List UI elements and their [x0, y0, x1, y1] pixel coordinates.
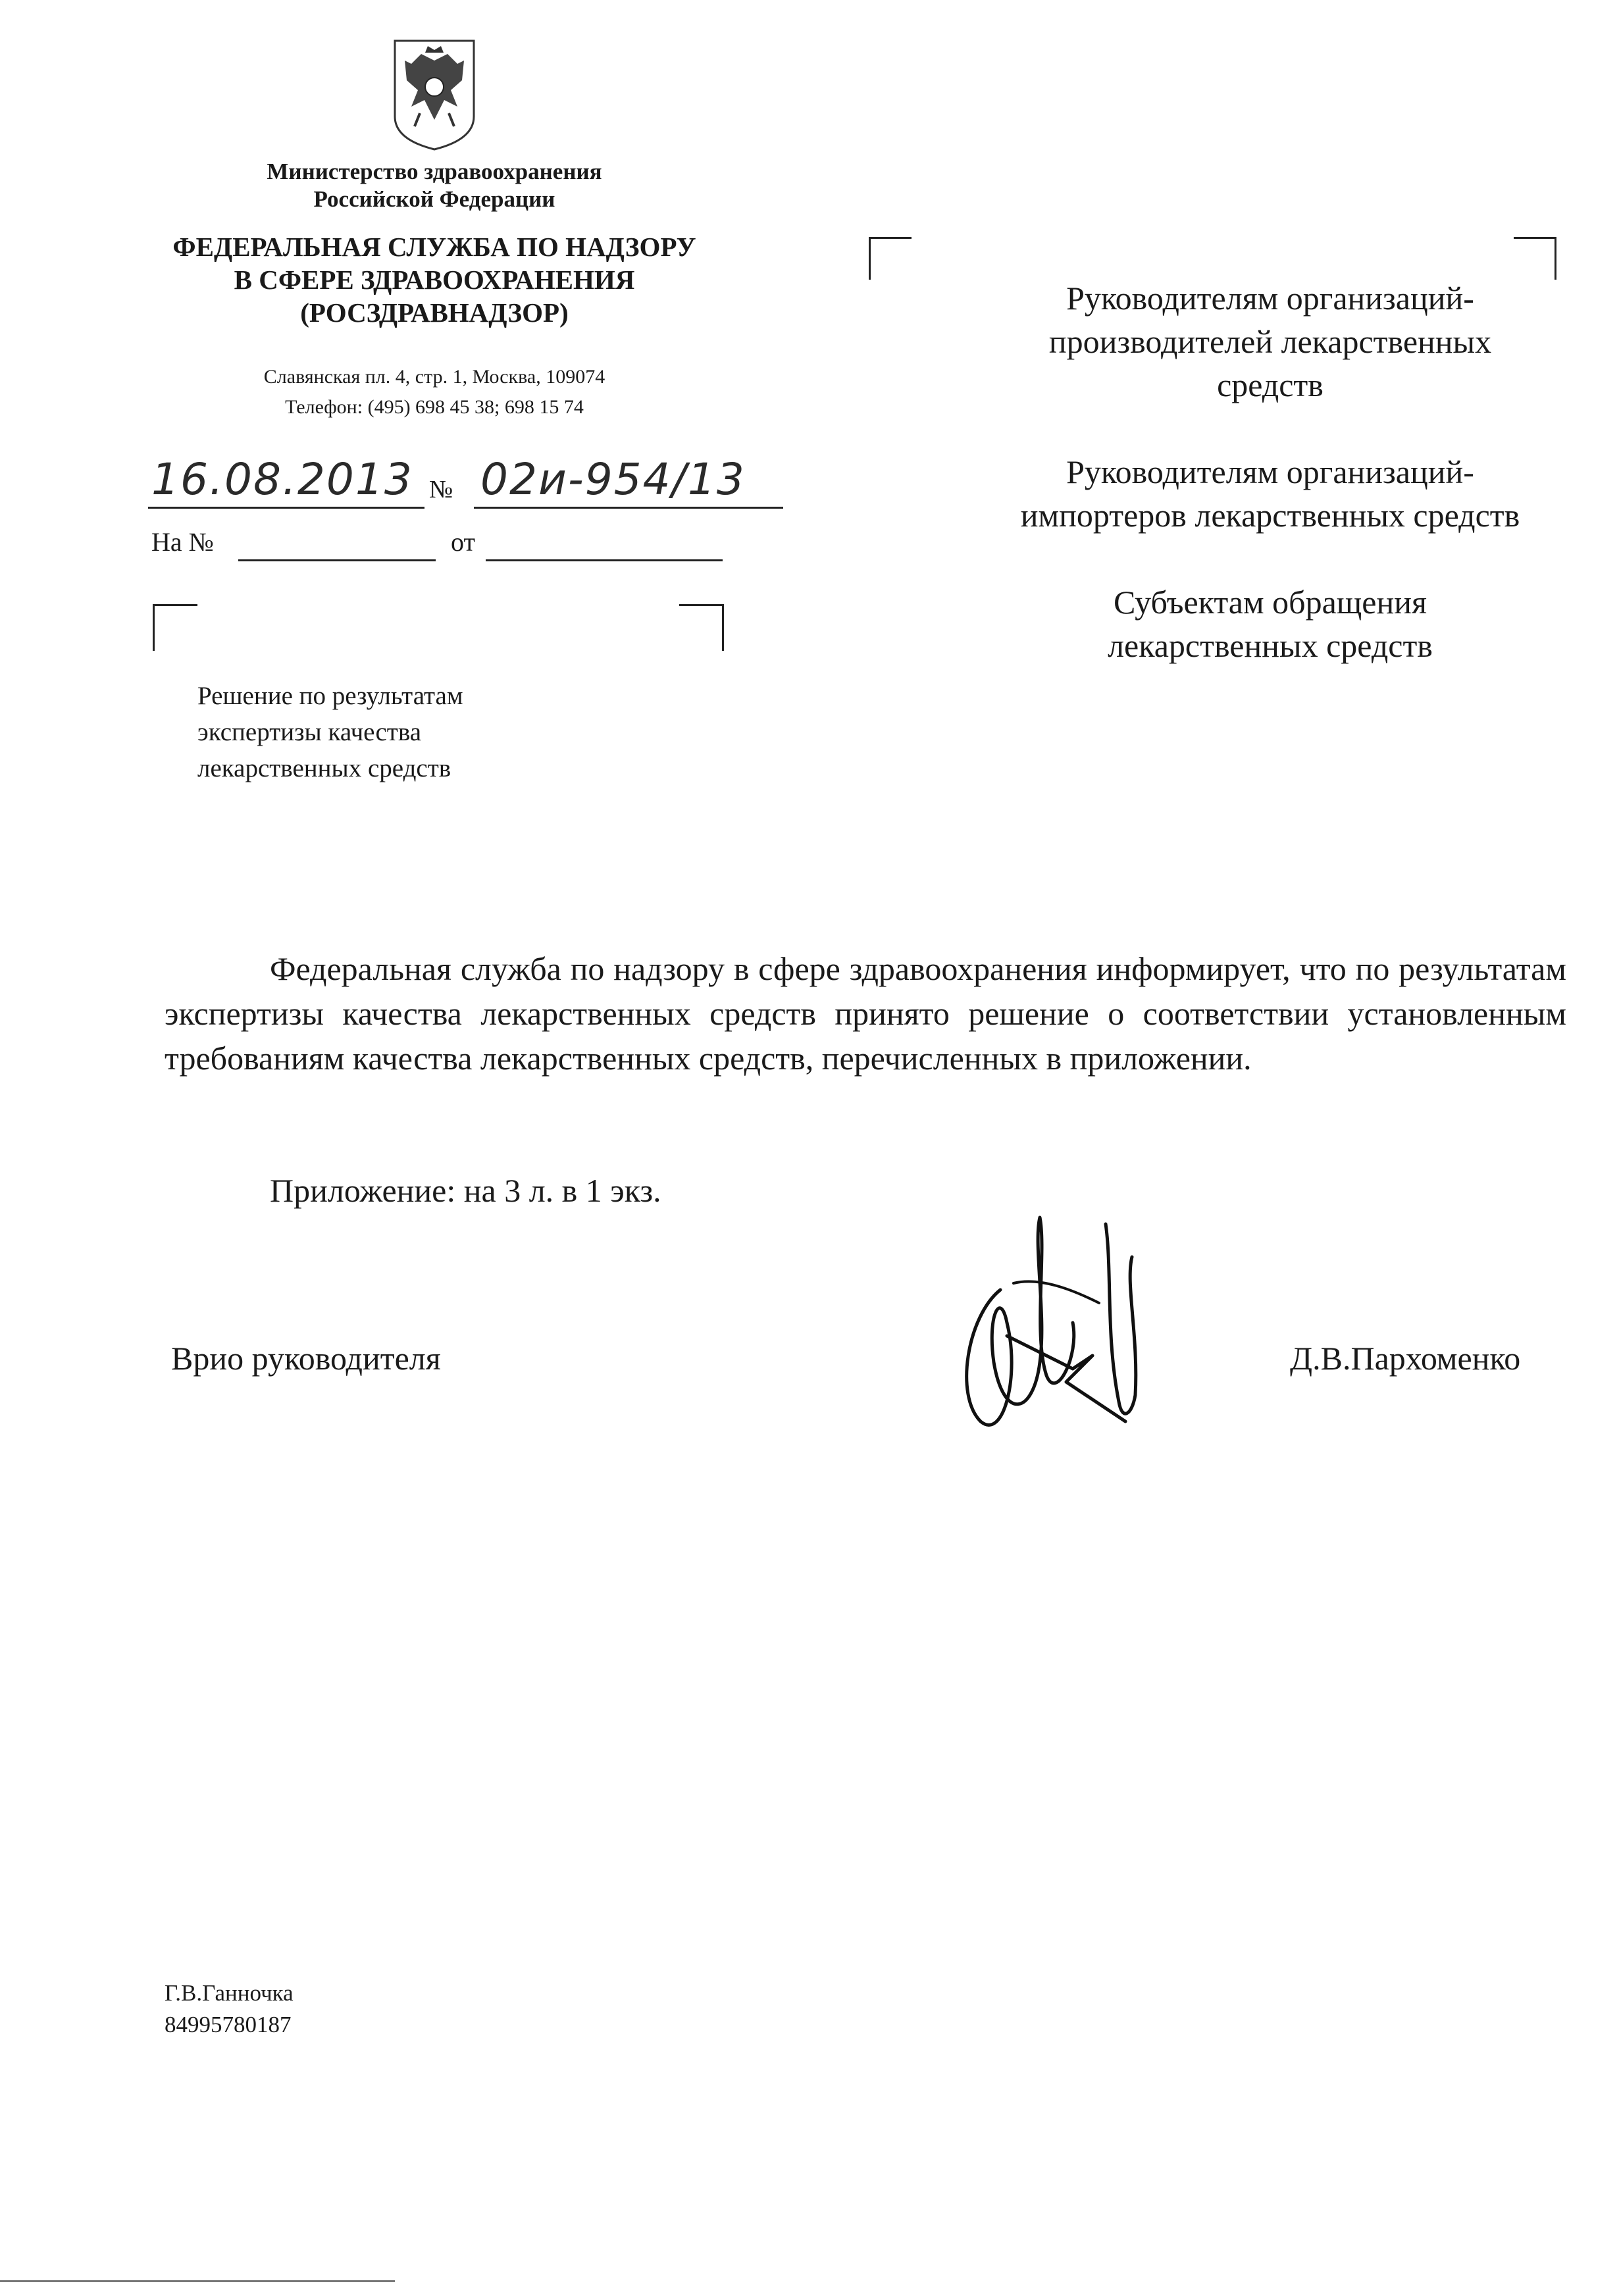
addressee-1-line-1: Руководителям организаций- [1066, 280, 1474, 317]
addressee-bracket-left [869, 237, 912, 280]
date-underline [148, 507, 424, 509]
ministry-line-1: Министерство здравоохранения [267, 159, 602, 184]
body-paragraph: Федеральная служба по надзору в сфере здравоохранения информирует, что по результатам экспертизы качества лекарственных средств принято решение о соответствии установленным требованиям качества лекарственных средств, перечисленных в приложении. [165, 950, 1566, 1077]
page-bottom-line [0, 2280, 395, 2282]
ministry-name [165, 158, 704, 213]
letter-subject [197, 678, 592, 786]
service-line-2: В СФЕРЕ ЗДРАВООХРАНЕНИЯ [234, 265, 635, 295]
addressee-2-line-2: импортеров лекарственных средств [1020, 497, 1520, 534]
address-line: Славянская пл. 4, стр. 1, Москва, 109074 [263, 366, 605, 388]
subject-line-3: лекарственных средств [197, 754, 451, 782]
reference-date-line [486, 559, 723, 561]
reference-label: На № [151, 527, 214, 557]
executor-name: Г.В.Ганночка [165, 1980, 294, 2006]
addressee-block [948, 276, 1593, 667]
number-label: № [429, 476, 453, 503]
executor-phone: 84995780187 [165, 2012, 292, 2037]
reference-number-line [238, 559, 436, 561]
subject-bracket-right [679, 604, 724, 651]
subject-line-2: экспертизы качества [197, 718, 422, 746]
sender-address [165, 362, 704, 422]
signer-position: Врио руководителя [171, 1340, 441, 1377]
service-line-1: ФЕДЕРАЛЬНАЯ СЛУЖБА ПО НАДЗОРУ [172, 232, 696, 262]
addressee-1-line-3: средств [1217, 367, 1323, 403]
handwritten-signature [941, 1204, 1152, 1461]
executor-block [165, 1977, 294, 2041]
addressee-3-line-1: Субъектам обращения [1114, 584, 1427, 621]
addressee-1-line-2: производителей лекарственных [1048, 323, 1492, 360]
addressee-3-line-2: лекарственных средств [1108, 627, 1433, 664]
registration-number: 02и-954/13 [480, 454, 746, 505]
addressee-bracket-right [1514, 237, 1556, 280]
coat-of-arms-icon [382, 34, 487, 153]
addressee-2-line-1: Руководителям организаций- [1066, 453, 1474, 490]
service-line-3: (РОСЗДРАВНАДЗОР) [300, 297, 569, 328]
registration-date: 16.08.2013 [151, 454, 413, 505]
signer-name: Д.В.Пархоменко [1290, 1340, 1521, 1377]
attachment-note: Приложение: на 3 л. в 1 экз. [270, 1172, 661, 1209]
ministry-line-2: Российской Федерации [313, 186, 555, 212]
number-underline [474, 507, 783, 509]
service-name [132, 230, 737, 329]
from-label: от [451, 527, 475, 557]
subject-bracket-left [153, 604, 197, 651]
phone-line: Телефон: (495) 698 45 38; 698 15 74 [285, 396, 584, 418]
subject-line-1: Решение по результатам [197, 682, 463, 710]
